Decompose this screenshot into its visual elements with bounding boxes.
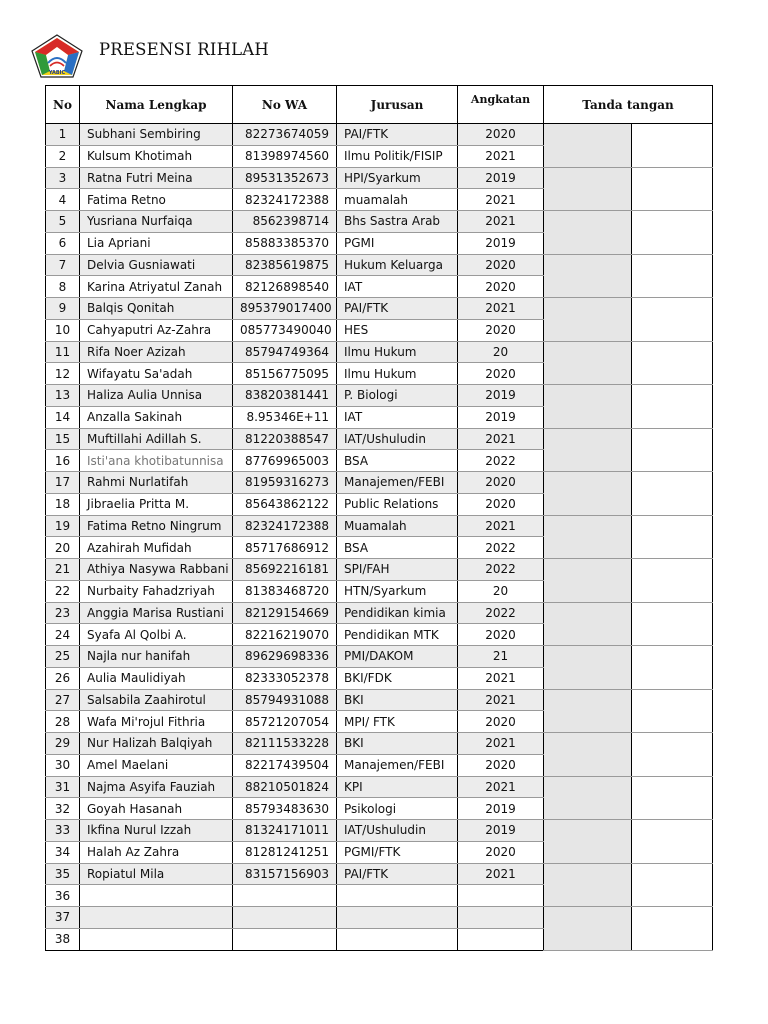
row-year: 2020	[458, 363, 544, 385]
row-major: MPI/ FTK	[337, 711, 458, 733]
col-header-name: Nama Lengkap	[80, 86, 233, 124]
row-number: 23	[46, 602, 80, 624]
row-number: 15	[46, 428, 80, 450]
row-major: HES	[337, 319, 458, 341]
row-whatsapp: 85721207054	[233, 711, 337, 733]
col-header-signature: Tanda tangan	[544, 86, 713, 124]
row-number: 6	[46, 232, 80, 254]
row-number: 12	[46, 363, 80, 385]
row-number: 26	[46, 667, 80, 689]
row-number: 34	[46, 841, 80, 863]
row-year: 2020	[458, 472, 544, 494]
row-name: Amel Maelani	[80, 754, 233, 776]
row-year: 2020	[458, 754, 544, 776]
signature-cell-left[interactable]	[544, 863, 632, 907]
row-year	[458, 885, 544, 907]
signature-cell-right[interactable]	[632, 298, 713, 342]
row-whatsapp: 85794931088	[233, 689, 337, 711]
table-row	[46, 646, 713, 668]
signature-cell-left[interactable]	[544, 472, 632, 516]
row-year	[458, 907, 544, 929]
signature-cell-left[interactable]	[544, 124, 632, 168]
table-row	[46, 385, 713, 407]
row-year: 2022	[458, 450, 544, 472]
row-number: 8	[46, 276, 80, 298]
signature-cell-left[interactable]	[544, 689, 632, 733]
row-year: 2019	[458, 406, 544, 428]
row-whatsapp: 85156775095	[233, 363, 337, 385]
signature-cell-right[interactable]	[632, 559, 713, 603]
row-name: Wafa Mi'rojul Fithria	[80, 711, 233, 733]
signature-cell-left[interactable]	[544, 211, 632, 255]
row-major: BKI/FDK	[337, 667, 458, 689]
row-year: 2021	[458, 776, 544, 798]
signature-cell-right[interactable]	[632, 385, 713, 429]
row-name: Jibraelia Pritta M.	[80, 493, 233, 515]
row-name: Cahyaputri Az-Zahra	[80, 319, 233, 341]
row-year: 2020	[458, 493, 544, 515]
table-row	[46, 907, 713, 929]
signature-cell-right[interactable]	[632, 341, 713, 385]
signature-cell-left[interactable]	[544, 167, 632, 211]
header-row	[46, 86, 713, 124]
row-year: 2021	[458, 667, 544, 689]
row-number: 29	[46, 733, 80, 755]
row-major: KPI	[337, 776, 458, 798]
row-name: Rahmi Nurlatifah	[80, 472, 233, 494]
signature-cell-right[interactable]	[632, 428, 713, 472]
row-year: 2020	[458, 841, 544, 863]
row-year: 2019	[458, 820, 544, 842]
row-name: Ratna Futri Meina	[80, 167, 233, 189]
row-number: 35	[46, 863, 80, 885]
signature-cell-right[interactable]	[632, 211, 713, 255]
table-row	[46, 559, 713, 581]
row-whatsapp: 83820381441	[233, 385, 337, 407]
table-row	[46, 254, 713, 276]
row-whatsapp: 89629698336	[233, 646, 337, 668]
row-year: 2021	[458, 689, 544, 711]
row-name: Syafa Al Qolbi A.	[80, 624, 233, 646]
row-name: Ropiatul Mila	[80, 863, 233, 885]
row-number: 32	[46, 798, 80, 820]
signature-cell-left[interactable]	[544, 907, 632, 951]
table-row	[46, 515, 713, 537]
row-whatsapp: 81959316273	[233, 472, 337, 494]
row-number: 11	[46, 341, 80, 363]
row-whatsapp: 85717686912	[233, 537, 337, 559]
row-number: 17	[46, 472, 80, 494]
row-major: BKI	[337, 689, 458, 711]
row-major: Bhs Sastra Arab	[337, 211, 458, 233]
row-year: 20	[458, 580, 544, 602]
row-name: Najla nur hanifah	[80, 646, 233, 668]
row-whatsapp: 085773490040	[233, 319, 337, 341]
row-whatsapp: 85793483630	[233, 798, 337, 820]
row-number: 25	[46, 646, 80, 668]
row-major: Ilmu Hukum	[337, 341, 458, 363]
row-whatsapp: 895379017400	[233, 298, 337, 320]
row-major: Public Relations	[337, 493, 458, 515]
row-whatsapp: 82273674059	[233, 124, 337, 146]
signature-cell-right[interactable]	[632, 733, 713, 777]
row-whatsapp: 82324172388	[233, 515, 337, 537]
row-number: 22	[46, 580, 80, 602]
row-number: 33	[46, 820, 80, 842]
row-name: Muftillahi Adillah S.	[80, 428, 233, 450]
row-year: 2021	[458, 189, 544, 211]
yabic-logo-icon	[30, 33, 84, 79]
row-name: Nur Halizah Balqiyah	[80, 733, 233, 755]
row-name: Lia Apriani	[80, 232, 233, 254]
page-title: PRESENSI RIHLAH	[99, 40, 270, 59]
signature-cell-left[interactable]	[544, 385, 632, 429]
row-name: Azahirah Mufidah	[80, 537, 233, 559]
row-number: 30	[46, 754, 80, 776]
row-name: Halah Az Zahra	[80, 841, 233, 863]
signature-cell-left[interactable]	[544, 559, 632, 603]
row-whatsapp: 82126898540	[233, 276, 337, 298]
row-whatsapp: 89531352673	[233, 167, 337, 189]
table-row	[46, 428, 713, 450]
row-whatsapp: 81398974560	[233, 145, 337, 167]
row-whatsapp: 8562398714	[233, 211, 337, 233]
signature-cell-right[interactable]	[632, 776, 713, 820]
row-major: Ilmu Hukum	[337, 363, 458, 385]
row-whatsapp: 82111533228	[233, 733, 337, 755]
row-name: Fatima Retno	[80, 189, 233, 211]
row-number: 20	[46, 537, 80, 559]
row-number: 3	[46, 167, 80, 189]
row-major: HPI/Syarkum	[337, 167, 458, 189]
row-whatsapp: 8.95346E+11	[233, 406, 337, 428]
row-major: PAI/FTK	[337, 124, 458, 146]
row-major: IAT/Ushuludin	[337, 428, 458, 450]
row-name: Fatima Retno Ningrum	[80, 515, 233, 537]
row-name: Isti'ana khotibatunnisa	[80, 450, 233, 472]
col-header-major: Jurusan	[337, 86, 458, 124]
signature-cell-left[interactable]	[544, 602, 632, 646]
row-whatsapp: 87769965003	[233, 450, 337, 472]
row-whatsapp: 82324172388	[233, 189, 337, 211]
row-name: Nurbaity Fahadzriyah	[80, 580, 233, 602]
row-name: Karina Atriyatul Zanah	[80, 276, 233, 298]
row-year: 2022	[458, 537, 544, 559]
row-year: 2019	[458, 385, 544, 407]
row-major	[337, 928, 458, 950]
row-year: 2021	[458, 733, 544, 755]
attendance-table	[45, 85, 713, 951]
row-year: 2020	[458, 319, 544, 341]
table-row	[46, 689, 713, 711]
row-major: PMI/DAKOM	[337, 646, 458, 668]
col-header-year: Angkatan	[458, 86, 544, 124]
row-name: Aulia Maulidiyah	[80, 667, 233, 689]
row-year: 21	[458, 646, 544, 668]
row-major: BSA	[337, 537, 458, 559]
row-name: Haliza Aulia Unnisa	[80, 385, 233, 407]
signature-cell-right[interactable]	[632, 472, 713, 516]
row-whatsapp: 82217439504	[233, 754, 337, 776]
row-major: PGMI	[337, 232, 458, 254]
row-major	[337, 907, 458, 929]
row-major: PAI/FTK	[337, 298, 458, 320]
signature-cell-left[interactable]	[544, 733, 632, 777]
row-number: 18	[46, 493, 80, 515]
row-year: 2022	[458, 602, 544, 624]
signature-cell-left[interactable]	[544, 341, 632, 385]
row-year: 2021	[458, 515, 544, 537]
signature-cell-right[interactable]	[632, 646, 713, 690]
row-year: 2021	[458, 298, 544, 320]
row-whatsapp: 81281241251	[233, 841, 337, 863]
row-year	[458, 928, 544, 950]
row-major: Manajemen/FEBI	[337, 472, 458, 494]
row-name	[80, 907, 233, 929]
row-number: 1	[46, 124, 80, 146]
row-number: 14	[46, 406, 80, 428]
row-name: Yusriana Nurfaiqa	[80, 211, 233, 233]
row-whatsapp	[233, 885, 337, 907]
signature-cell-left[interactable]	[544, 820, 632, 864]
row-name: Delvia Gusniawati	[80, 254, 233, 276]
row-major: Pendidikan MTK	[337, 624, 458, 646]
row-number: 9	[46, 298, 80, 320]
signature-cell-left[interactable]	[544, 646, 632, 690]
row-whatsapp: 82216219070	[233, 624, 337, 646]
row-year: 2021	[458, 428, 544, 450]
row-name: Salsabila Zaahirotul	[80, 689, 233, 711]
row-major: IAT/Ushuludin	[337, 820, 458, 842]
row-whatsapp: 85883385370	[233, 232, 337, 254]
row-year: 2020	[458, 124, 544, 146]
row-major: IAT	[337, 406, 458, 428]
row-major: SPI/FAH	[337, 559, 458, 581]
row-number: 4	[46, 189, 80, 211]
row-year: 2019	[458, 798, 544, 820]
row-year: 2020	[458, 711, 544, 733]
row-number: 19	[46, 515, 80, 537]
row-number: 16	[46, 450, 80, 472]
row-name	[80, 928, 233, 950]
table-row	[46, 776, 713, 798]
row-major: IAT	[337, 276, 458, 298]
row-name	[80, 885, 233, 907]
signature-cell-right[interactable]	[632, 254, 713, 298]
row-name: Kulsum Khotimah	[80, 145, 233, 167]
col-header-no: No	[46, 86, 80, 124]
row-major	[337, 885, 458, 907]
row-number: 27	[46, 689, 80, 711]
row-major: BSA	[337, 450, 458, 472]
row-name: Ikfina Nurul Izzah	[80, 820, 233, 842]
row-number: 2	[46, 145, 80, 167]
table-body	[46, 124, 713, 951]
row-name: Athiya Nasywa Rabbani	[80, 559, 233, 581]
svg-text:YABIC: YABIC	[48, 70, 66, 76]
row-whatsapp	[233, 907, 337, 929]
row-major: Muamalah	[337, 515, 458, 537]
row-name: Subhani Sembiring	[80, 124, 233, 146]
row-number: 24	[46, 624, 80, 646]
signature-cell-right[interactable]	[632, 907, 713, 951]
row-major: P. Biologi	[337, 385, 458, 407]
row-name: Anzalla Sakinah	[80, 406, 233, 428]
table-row	[46, 298, 713, 320]
table-row	[46, 733, 713, 755]
row-number: 31	[46, 776, 80, 798]
row-number: 38	[46, 928, 80, 950]
signature-cell-right[interactable]	[632, 602, 713, 646]
table-row	[46, 820, 713, 842]
row-name: Najma Asyifa Fauziah	[80, 776, 233, 798]
row-major: Hukum Keluarga	[337, 254, 458, 276]
row-year: 2022	[458, 559, 544, 581]
row-whatsapp: 82129154669	[233, 602, 337, 624]
row-number: 21	[46, 559, 80, 581]
signature-cell-right[interactable]	[632, 689, 713, 733]
row-whatsapp: 82333052378	[233, 667, 337, 689]
signature-cell-left[interactable]	[544, 515, 632, 559]
row-number: 36	[46, 885, 80, 907]
col-header-wa: No WA	[233, 86, 337, 124]
row-number: 10	[46, 319, 80, 341]
row-year: 20	[458, 341, 544, 363]
table-row	[46, 472, 713, 494]
table-row	[46, 211, 713, 233]
row-number: 37	[46, 907, 80, 929]
signature-cell-left[interactable]	[544, 428, 632, 472]
row-major: Psikologi	[337, 798, 458, 820]
row-major: Ilmu Politik/FISIP	[337, 145, 458, 167]
row-whatsapp: 83157156903	[233, 863, 337, 885]
row-name: Goyah Hasanah	[80, 798, 233, 820]
row-whatsapp: 85794749364	[233, 341, 337, 363]
signature-cell-right[interactable]	[632, 124, 713, 168]
row-major: Manajemen/FEBI	[337, 754, 458, 776]
table-row	[46, 863, 713, 885]
row-major: muamalah	[337, 189, 458, 211]
row-year: 2019	[458, 232, 544, 254]
row-whatsapp: 81324171011	[233, 820, 337, 842]
row-name: Anggia Marisa Rustiani	[80, 602, 233, 624]
row-number: 28	[46, 711, 80, 733]
row-whatsapp: 82385619875	[233, 254, 337, 276]
table-row	[46, 167, 713, 189]
row-major: BKI	[337, 733, 458, 755]
row-major: PGMI/FTK	[337, 841, 458, 863]
row-major: PAI/FTK	[337, 863, 458, 885]
row-whatsapp: 81383468720	[233, 580, 337, 602]
table-row	[46, 602, 713, 624]
signature-cell-right[interactable]	[632, 167, 713, 211]
signature-cell-left[interactable]	[544, 298, 632, 342]
row-major: Pendidikan kimia	[337, 602, 458, 624]
row-year: 2021	[458, 863, 544, 885]
row-major: HTN/Syarkum	[337, 580, 458, 602]
row-whatsapp: 81220388547	[233, 428, 337, 450]
table-row	[46, 341, 713, 363]
signature-cell-right[interactable]	[632, 863, 713, 907]
table-row	[46, 124, 713, 146]
row-whatsapp: 88210501824	[233, 776, 337, 798]
row-number: 5	[46, 211, 80, 233]
row-whatsapp	[233, 928, 337, 950]
row-whatsapp: 85692216181	[233, 559, 337, 581]
signature-cell-right[interactable]	[632, 515, 713, 559]
row-year: 2021	[458, 145, 544, 167]
row-year: 2021	[458, 211, 544, 233]
row-year: 2019	[458, 167, 544, 189]
row-name: Balqis Qonitah	[80, 298, 233, 320]
signature-cell-left[interactable]	[544, 776, 632, 820]
row-year: 2020	[458, 276, 544, 298]
row-name: Wifayatu Sa'adah	[80, 363, 233, 385]
row-year: 2020	[458, 624, 544, 646]
row-number: 7	[46, 254, 80, 276]
row-name: Rifa Noer Azizah	[80, 341, 233, 363]
signature-cell-left[interactable]	[544, 254, 632, 298]
row-year: 2020	[458, 254, 544, 276]
row-number: 13	[46, 385, 80, 407]
signature-cell-right[interactable]	[632, 820, 713, 864]
row-whatsapp: 85643862122	[233, 493, 337, 515]
